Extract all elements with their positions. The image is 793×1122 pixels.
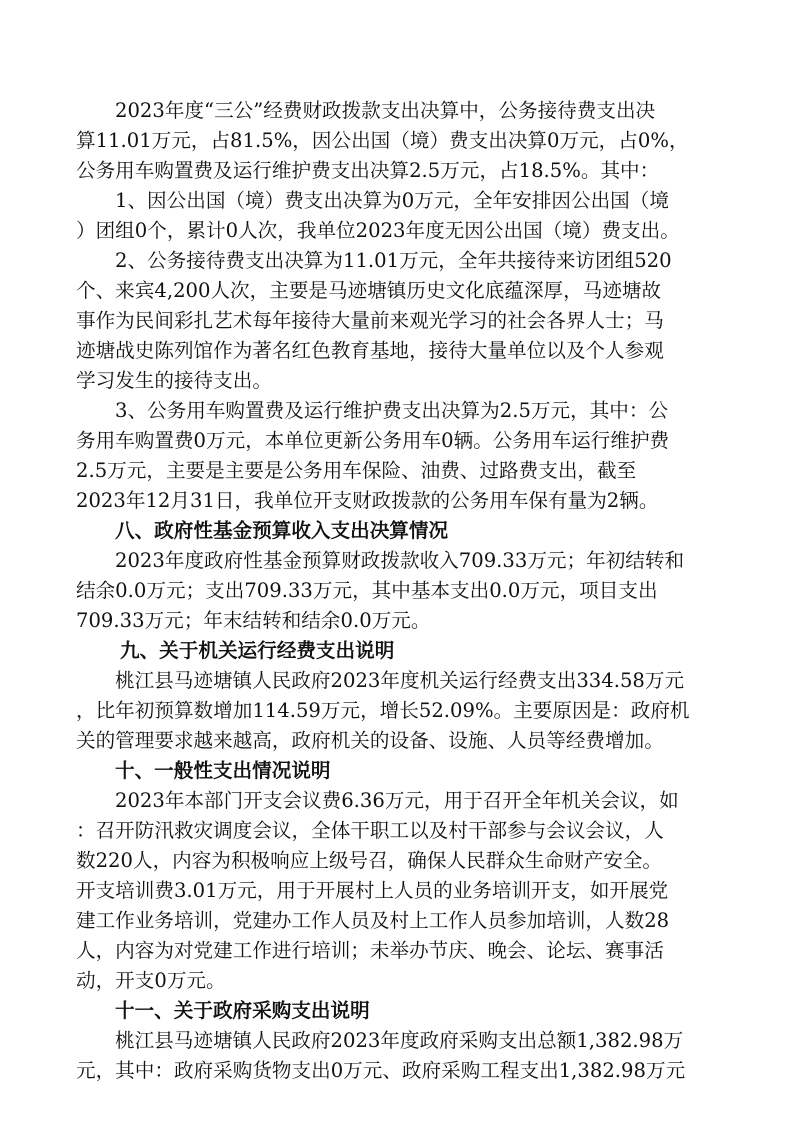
body-text-line: 2023年本部门开支会议费6.36万元，用于召开全年机关会议，如 xyxy=(115,789,679,812)
body-text-line: ：召开防汛救灾调度会议，全体干职工以及村干部参与会议会议，人 xyxy=(76,819,664,842)
body-text-line: 桃江县马迹塘镇人民政府2023年度机关运行经费支出334.58万元 xyxy=(115,669,685,692)
body-text-line: 算11.01万元，占81.5%，因公出国（境）费支出决算0万元，占0%， xyxy=(76,129,689,152)
body-text-line: 2.5万元，主要是主要是公务用车保险、油费、过路费支出，截至 xyxy=(76,459,637,482)
body-text-line: 2、公务接待费支出决算为11.01万元，全年共接待来访团组520 xyxy=(115,249,672,272)
section-heading: 九、关于机关运行经费支出说明 xyxy=(120,639,395,662)
body-text-line: 桃江县马迹塘镇人民政府2023年度政府采购支出总额1,382.98万 xyxy=(115,1029,684,1052)
section-heading: 十一、关于政府采购支出说明 xyxy=(115,999,370,1022)
body-text-line: 个、来宾4,200人次，主要是马迹塘镇历史文化底蕴深厚，马迹塘故 xyxy=(76,279,662,302)
body-text-line: 开支培训费3.01万元，用于开展村上人员的业务培训开支，如开展党 xyxy=(76,879,669,902)
body-text-line: 人，内容为对党建工作进行培训；未举办节庆、晚会、论坛、赛事活 xyxy=(76,939,664,962)
body-text-line: 务用车购置费0万元，本单位更新公务用车0辆。公务用车运行维护费 xyxy=(76,429,670,452)
body-text-line: 建工作业务培训，党建办工作人员及村上工作人员参加培训，人数28 xyxy=(76,909,670,932)
body-text-line: 元，其中：政府采购货物支出0万元、政府采购工程支出1,382.98万元 xyxy=(76,1059,686,1082)
body-text-line: 709.33万元；年末结转和结余0.0万元。 xyxy=(76,609,431,632)
body-text-line: 学习发生的接待支出。 xyxy=(76,369,272,392)
body-text-line: 公务用车购置费及运行维护费支出决算2.5万元，占18.5%。其中： xyxy=(76,159,660,182)
body-text-line: ，比年初预算数增加114.59万元，增长52.09%。主要原因是：政府机 xyxy=(76,699,690,722)
body-text-line: 关的管理要求越来越高，政府机关的设备、设施、人员等经费增加。 xyxy=(76,729,664,752)
body-text-line: 2023年度政府性基金预算财政拨款收入709.33万元；年初结转和 xyxy=(115,549,685,572)
body-text-line: 结余0.0万元；支出709.33万元，其中基本支出0.0万元，项目支出 xyxy=(76,579,658,602)
body-text-line: 动，开支0万元。 xyxy=(76,969,226,992)
body-text-line: 数220人，内容为积极响应上级号召，确保人民群众生命财产安全。 xyxy=(76,849,663,872)
body-text-line: 3、公务用车购置费及运行维护费支出决算为2.5万元，其中：公 xyxy=(115,399,669,422)
body-text-line: 1、因公出国（境）费支出决算为0万元，全年安排因公出国（境 xyxy=(115,189,669,212)
section-heading: 八、政府性基金预算收入支出决算情况 xyxy=(115,519,449,542)
section-heading: 十、一般性支出情况说明 xyxy=(115,759,331,782)
body-text-line: ）团组0个，累计0人次，我单位2023年度无因公出国（境）费支出。 xyxy=(76,219,680,242)
body-text-line: 迹塘战史陈列馆作为著名红色教育基地，接待大量单位以及个人参观 xyxy=(76,339,664,362)
body-text-line: 2023年度“三公”经费财政拨款支出决算中，公务接待费支出决 xyxy=(115,99,656,122)
body-text-line: 事作为民间彩扎艺术每年接待大量前来观光学习的社会各界人士；马 xyxy=(76,309,664,332)
body-text-line: 2023年12月31日，我单位开支财政拨款的公务用车保有量为2辆。 xyxy=(76,489,659,512)
